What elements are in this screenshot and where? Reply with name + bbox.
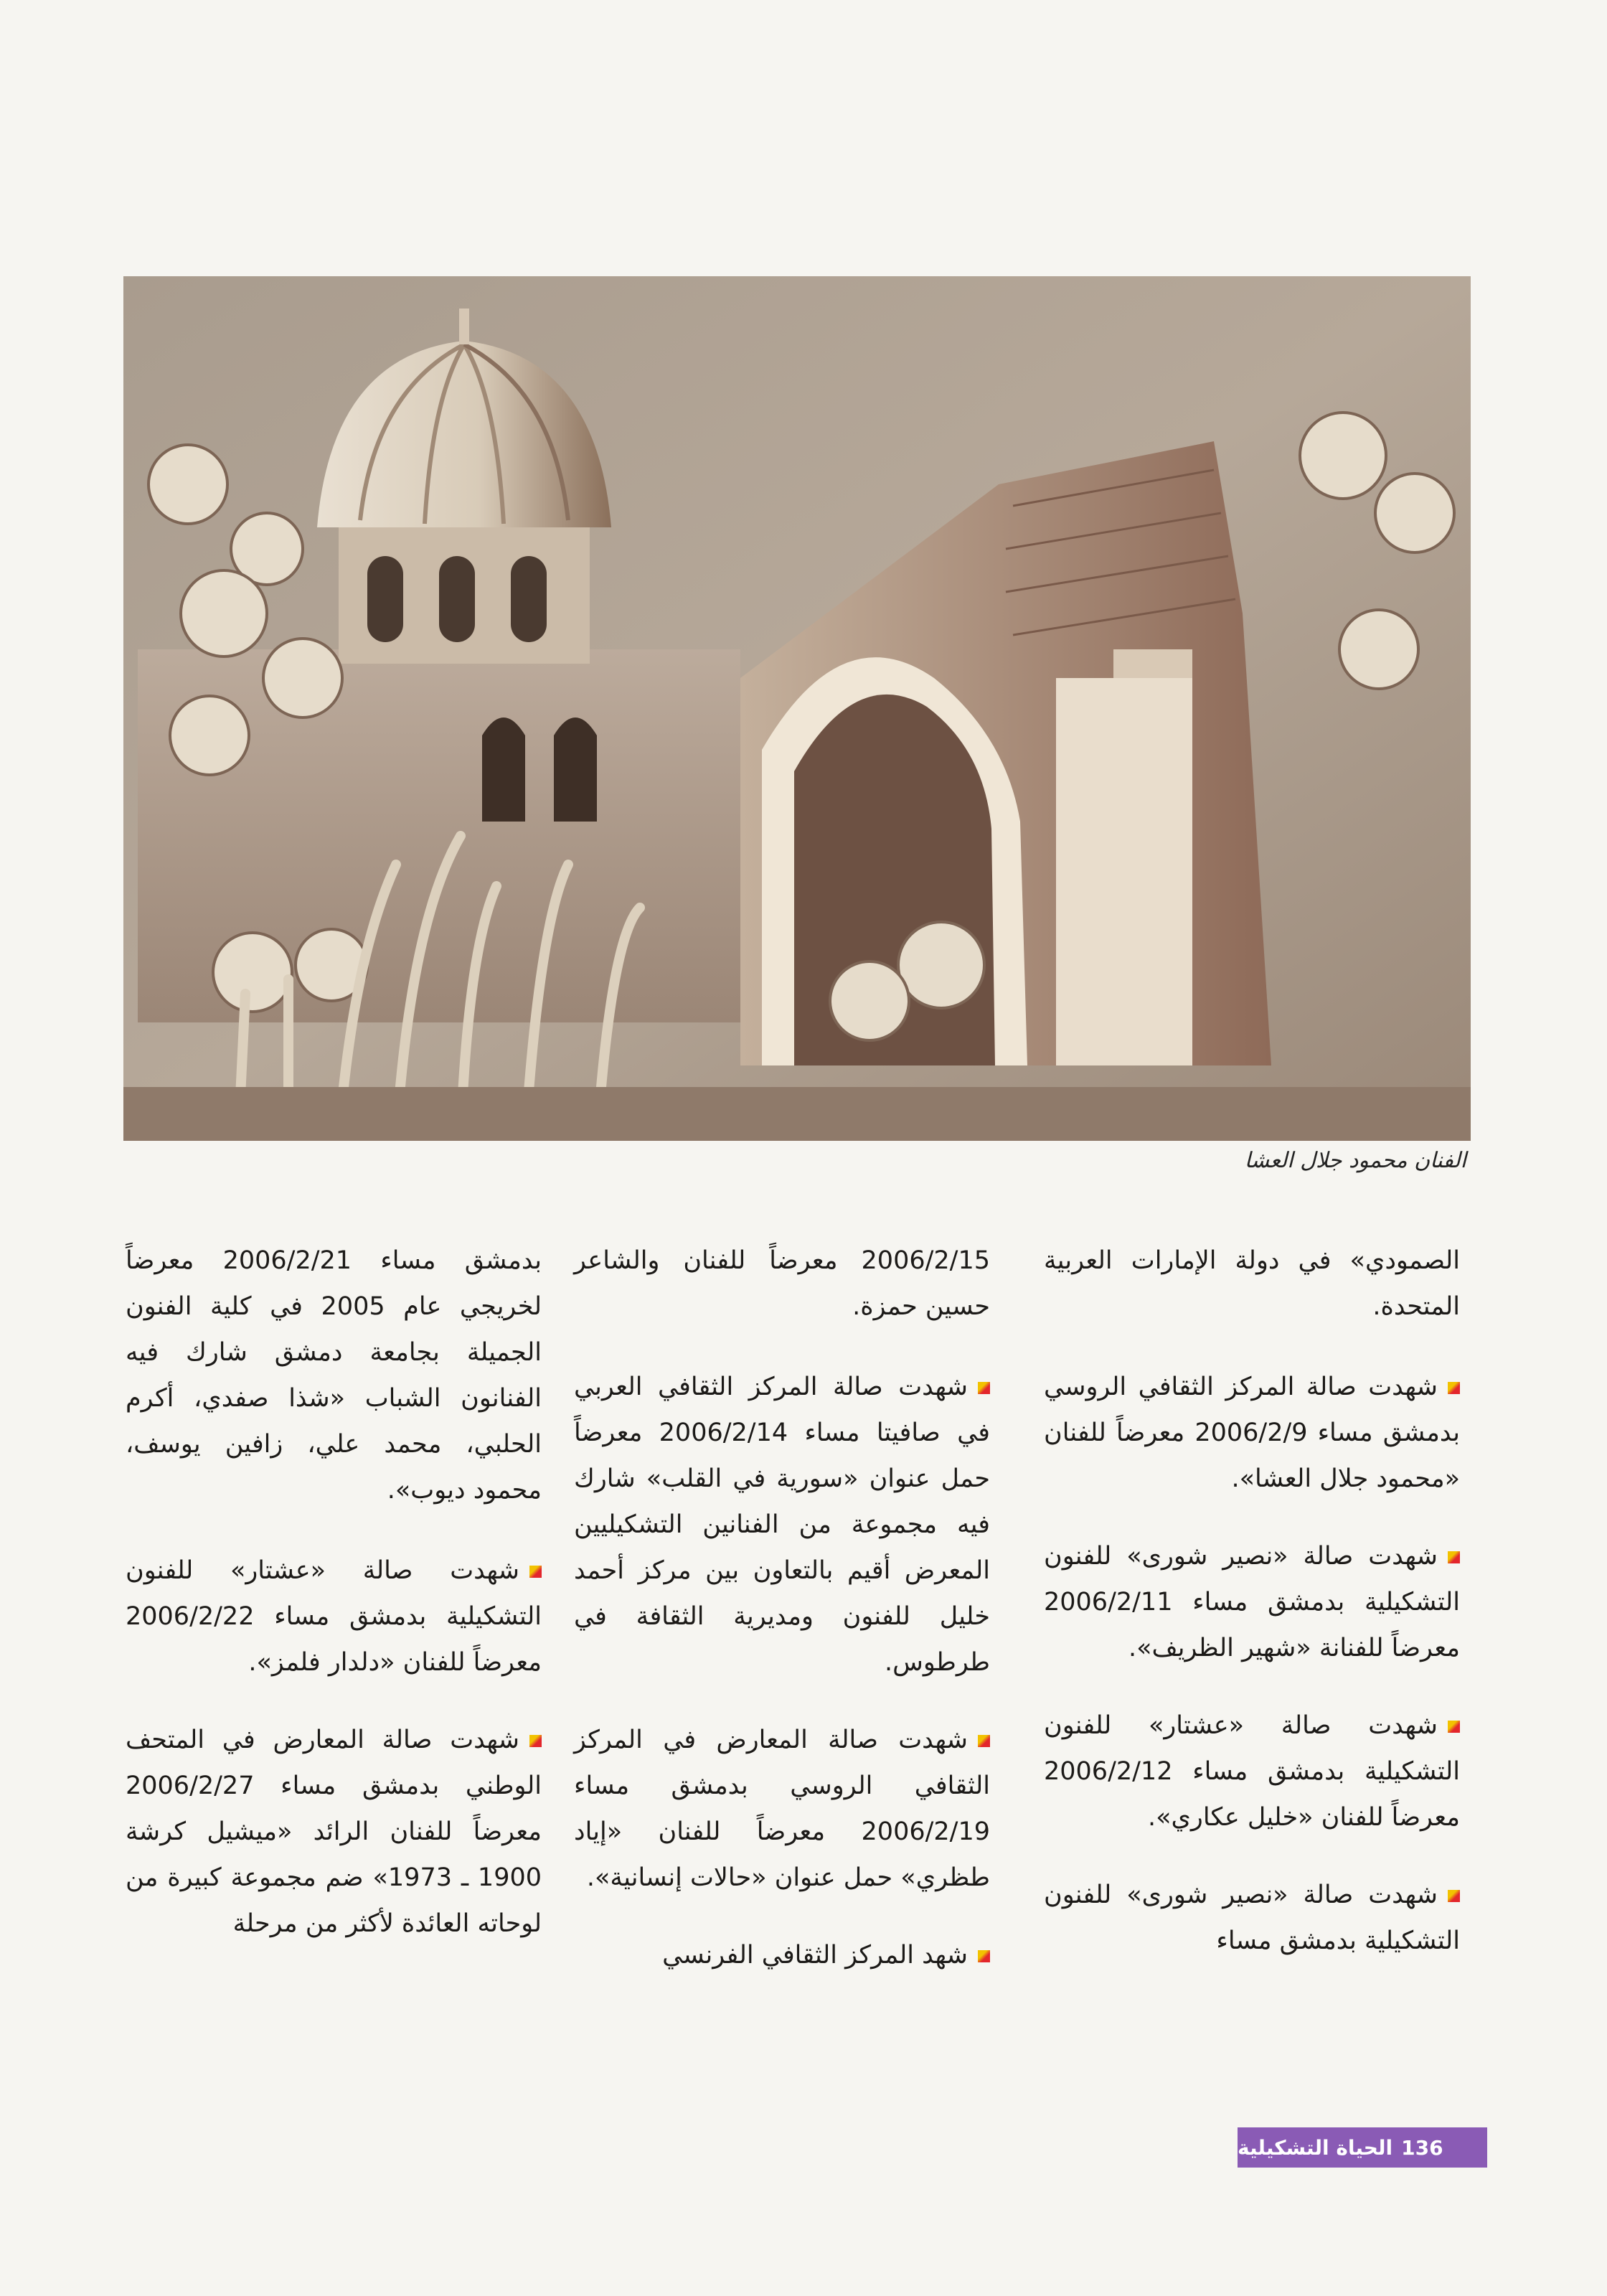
news-item-text: شهدت صالة «نصير شورى» للفنون التشكيلية بدمشق مساء: [1044, 1881, 1460, 1955]
paragraph: [126, 1238, 542, 1513]
news-item-text: شهدت صالة المركز الثقافي الروسي بدمشق مساء 2006/2/9 معرضاً للفنان «محمود جلال العشا».: [1044, 1373, 1460, 1493]
square-bullet-icon: [529, 1566, 542, 1578]
news-item-text: شهدت صالة المعارض في المتحف الوطني بدمشق مساء 2006/2/27 معرضاً للفنان الرائد «ميشيل كرشة 1900 ـ 1973» ضم مجموعة كبيرة من لوحاته العائدة لأكثر من مرحلة: [126, 1726, 542, 1938]
magazine-title: الحياة التشكيلية: [1238, 2135, 1393, 2160]
paragraph: [1044, 1238, 1460, 1330]
square-bullet-icon: [978, 1735, 990, 1747]
artwork-photo: [123, 276, 1471, 1141]
article-column-left: [126, 1238, 542, 1978]
paragraph-text: الصمودي» في دولة الإمارات العربية المتحدة.: [1044, 1246, 1460, 1321]
news-item: [1044, 1533, 1460, 1671]
news-item: [126, 1717, 542, 1947]
news-item: [126, 1548, 542, 1685]
page-folio-bar: [1238, 2127, 1487, 2168]
photo-caption: الفنان محمود جلال العشا: [1244, 1148, 1466, 1173]
news-item: [1044, 1703, 1460, 1840]
news-item-text: شهدت صالة «عشتار» للفنون التشكيلية بدمشق مساء 2006/2/12 معرضاً للفنان «خليل عكاري».: [1044, 1711, 1460, 1832]
page-number: 136: [1401, 2135, 1443, 2160]
square-bullet-icon: [1448, 1551, 1460, 1563]
news-item: [574, 1717, 990, 1901]
article-column-middle: [574, 1238, 990, 2010]
paragraph-text: 2006/2/15 معرضاً للفنان والشاعر حسين حمزة.: [574, 1246, 990, 1321]
square-bullet-icon: [1448, 1890, 1460, 1902]
article-column-right: [1044, 1238, 1460, 1995]
square-bullet-icon: [978, 1950, 990, 1962]
square-bullet-icon: [1448, 1382, 1460, 1394]
square-bullet-icon: [1448, 1721, 1460, 1733]
news-item-text: شهدت صالة «عشتار» للفنون التشكيلية بدمشق مساء 2006/2/22 معرضاً للفنان «دلدار فلمز».: [126, 1556, 542, 1677]
news-item: [574, 1932, 990, 1978]
news-item-text: شهدت صالة «نصير شورى» للفنون التشكيلية بدمشق مساء 2006/2/11 معرضاً للفنانة «شهير الظريف».: [1044, 1542, 1460, 1662]
news-item-text: شهدت صالة المركز الثقافي العربي في صافيتا مساء 2006/2/14 معرضاً حمل عنوان «سورية في القلب» شارك فيه مجموعة من الفنانين التشكيليين المعرض أقيم بالتعاون بين مركز أحمد خليل للفنون ومديرية الثقافة في طرطوس.: [574, 1373, 990, 1677]
square-bullet-icon: [529, 1735, 542, 1747]
news-item: [1044, 1364, 1460, 1502]
news-item: [1044, 1872, 1460, 1964]
paragraph: [574, 1238, 990, 1330]
square-bullet-icon: [978, 1382, 990, 1394]
news-item-text: شهدت صالة المعارض في المركز الثقافي الروسي بدمشق مساء 2006/2/19 معرضاً للفنان «إياد طظري» حمل عنوان «حالات إنسانية».: [574, 1726, 990, 1892]
paragraph-text: بدمشق مساء 2006/2/21 معرضاً لخريجي عام 2005 في كلية الفنون الجميلة بجامعة دمشق شارك فيه الفنانون الشباب «شذا صفدي، أكرم الحلبي، محمد علي، زافين يوسف، محمود ديوب».: [126, 1246, 542, 1505]
news-item: [574, 1364, 990, 1685]
news-item-text: شهد المركز الثقافي الفرنسي: [662, 1941, 968, 1970]
